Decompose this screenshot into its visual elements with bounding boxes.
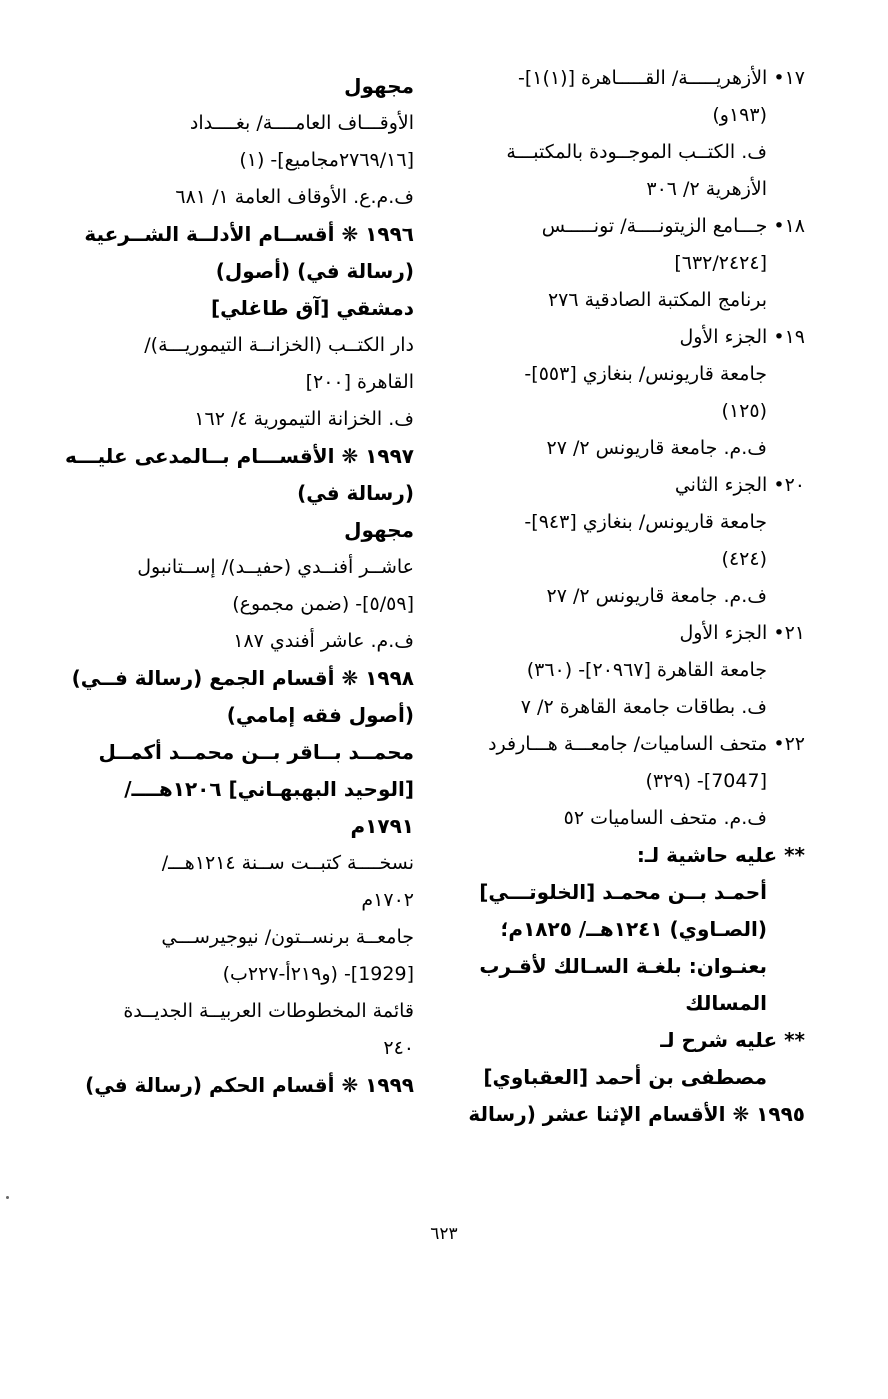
text-line: ٢٤٠ <box>383 1037 414 1059</box>
text-line: ١٨• جـــامع الزيتونــــة/ تونـــــس <box>541 215 805 237</box>
text-line: ١٩٩٨ ❋ أقسام الجمع (رسالة فــي) <box>71 666 414 690</box>
text-line: ١٩٩٦ ❋ أقســام الأدلــة الشــرعية <box>84 222 414 246</box>
text-line: ** عليه حاشية لـ: <box>636 843 805 867</box>
text-line: [٢٧٦٩/١٦مجاميع]- (١) <box>239 149 414 171</box>
text-line: ١٧٠٢م <box>361 889 414 911</box>
text-line: القاهرة [٢٠٠] <box>305 371 414 393</box>
page-number: ٦٢٣ <box>430 1224 458 1244</box>
text-line: ١٩٩٥ ❋ الأقسام الإثنا عشر (رسالة <box>468 1102 805 1126</box>
text-line: ١٩• الجزء الأول <box>679 326 805 348</box>
text-line: (رسالة في) (أصول) <box>215 259 414 283</box>
text-line: أحمـد بــن محمـد [الخلوتـــي] <box>479 880 767 904</box>
text-line: [الوحيد البهبهـاني] ١٢٠٦هــــ/ <box>124 777 414 801</box>
text-line: مجهول <box>344 518 414 542</box>
text-line: ٢٢• متحف الساميات/ جامعـــة هـــارفرد <box>488 733 805 755</box>
text-line: محمــد بــاقر بــن محمــد أكمــل <box>98 740 414 764</box>
text-line: جامعة قاريونس/ بنغازي [٩٤٣]- <box>524 511 767 533</box>
text-line: ١٧٩١م <box>350 814 414 838</box>
text-line: ** عليه شرح لـ <box>660 1028 805 1052</box>
text-line: (١٢٥) <box>721 400 767 422</box>
text-line: ف.م. عاشر أفندي ١٨٧ <box>233 630 414 652</box>
text-line: ١٩٩٩ ❋ أقسام الحكم (رسالة في) <box>85 1073 414 1097</box>
text-line: ٢١• الجزء الأول <box>679 622 805 644</box>
text-line: (أصول فقه إمامي) <box>226 703 414 727</box>
text-line: [٥/٥٩]- (ضمن مجموع) <box>232 593 414 615</box>
text-line: دار الكتــب (الخزانــة التيموريـــة)/ <box>144 334 414 356</box>
scan-speck <box>6 1196 9 1199</box>
text-line: ف. بطاقات جامعة القاهرة ٢/ ٧ <box>520 696 767 718</box>
text-line: [1929]- (و٢١٩أ-٢٢٧ب) <box>222 963 414 985</box>
text-line: [٦٣٢/٢٤٢٤] <box>674 252 767 274</box>
text-line: الأوقـــاف العامــــة/ بغــــداد <box>189 112 414 134</box>
left-column <box>65 68 414 1104</box>
text-line: نسخــــة كتبــت ســنة ١٢١٤هـــ/ <box>161 852 414 874</box>
text-line: ١٧• الأزهريـــــة/ القـــــاهرة [(١)١]- <box>518 67 805 89</box>
text-line: ف.م. جامعة قاريونس ٢/ ٢٧ <box>546 585 767 607</box>
text-line: (الصـاوي) ١٢٤١هــ/ ١٨٢٥م؛ <box>500 917 767 941</box>
text-line: مصطفى بن أحمد [العقباوي] <box>483 1065 767 1089</box>
text-line: جامعة القاهرة [٢٠٩٦٧]- (٣٦٠) <box>526 659 767 681</box>
text-line: (رسالة في) <box>297 481 414 505</box>
text-line: ف.م. جامعة قاريونس ٢/ ٢٧ <box>546 437 767 459</box>
text-line: المسالك <box>685 991 767 1015</box>
text-line: ف. الكتــب الموجــودة بالمكتبـــة <box>506 141 767 163</box>
text-line: جامعــة برنســتون/ نيوجيرســـي <box>161 926 414 948</box>
text-line: (٤٢٤) <box>721 548 767 570</box>
text-line: قائمة المخطوطات العربيــة الجديــدة <box>123 1000 414 1022</box>
text-line: مجهول <box>344 74 414 98</box>
text-line: الأزهرية ٢/ ٣٠٦ <box>646 178 767 200</box>
right-column <box>460 60 805 1133</box>
text-line: دمشقي [آق طاغلي] <box>211 296 414 320</box>
text-line: ١٩٩٧ ❋ الأقســـام بــالمدعى عليـــه <box>65 444 414 468</box>
text-line: بعنـوان: بلغـة السـالك لأقـرب <box>479 954 767 978</box>
text-line: (١٩٣و) <box>712 104 767 126</box>
text-line: [7047]- (٣٢٩) <box>645 770 767 792</box>
text-line: ف.م.ع. الأوقاف العامة ١/ ٦٨١ <box>175 186 414 208</box>
text-line: ف.م. متحف الساميات ٥٢ <box>563 807 767 829</box>
text-line: عاشــر أفنــدي (حفيــد)/ إســتانبول <box>137 556 414 578</box>
text-line: برنامج المكتبة الصادقية ٢٧٦ <box>547 289 767 311</box>
text-line: جامعة قاريونس/ بنغازي [٥٥٣]- <box>524 363 767 385</box>
text-line: ف. الخزانة التيمورية ٤/ ١٦٢ <box>194 408 414 430</box>
text-line: ٢٠• الجزء الثاني <box>674 474 805 496</box>
